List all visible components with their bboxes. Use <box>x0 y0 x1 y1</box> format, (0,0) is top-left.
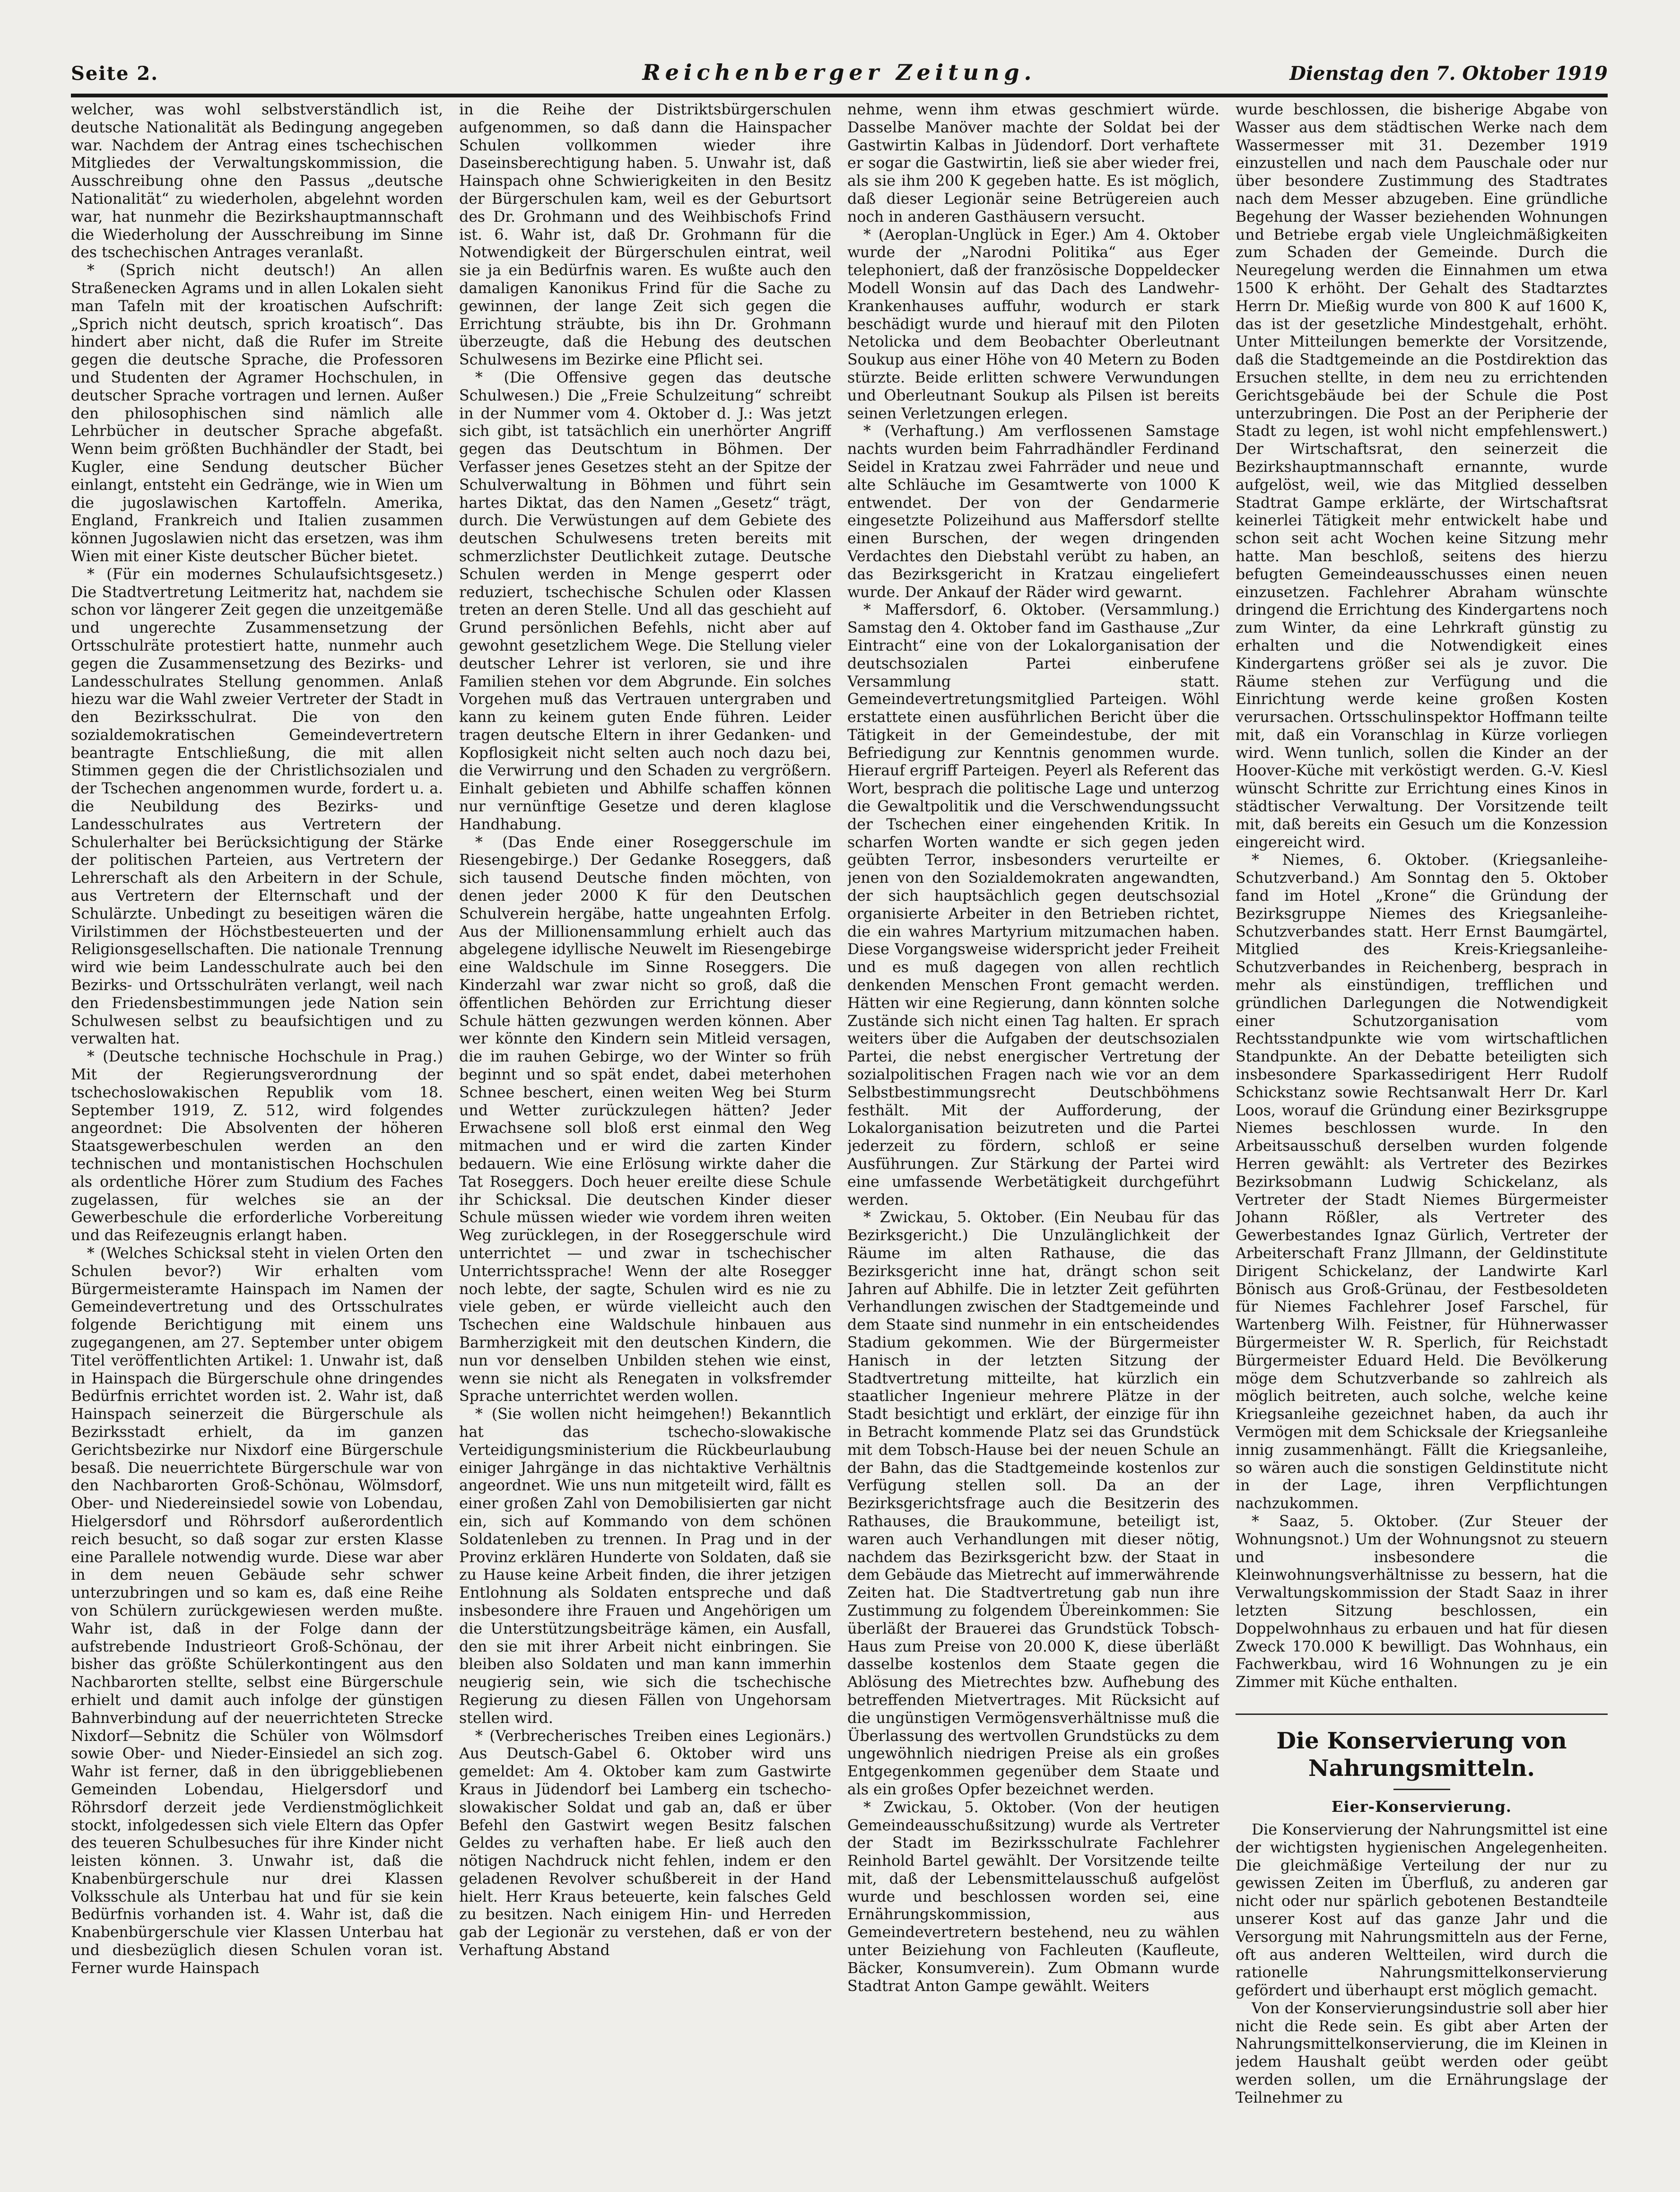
news-item: * Saaz, 5. Oktober. (Zur Steuer der Wohnungsnot.) Um der Wohnungsnot zu steuern und insbesondere die Kleinwohnungsverhältnisse zu bessern, hat die Verwaltungskommission der Stadt Saaz in ihrer letzten Sitzung beschlossen, ein Doppelwohnhaus zu erbauen und hat für diesen Zweck 170.000 K bewilligt. Das Wohnhaus, ein Fachwerkbau, wird 16 Wohnungen zu je ein Zimmer mit Küche enthalten. <box>1236 1513 1608 1691</box>
news-item: * (Verbrecherisches Treiben eines Legionärs.) Aus Deutsch-Gabel 6. Oktober wird uns gemeldet: Am 4. Oktober kam zum Gastwirte Kraus in Jüdendorf bei Lamberg ein tschecho-slowakischer Soldat und gab an, daß er über Befehl den Gastwirt wegen Besitz falschen Geldes zu verhaften habe. Er ließ auch den nötigen Nachdruck nicht fehlen, indem er den geladenen Revolver schußbereit in der Hand hielt. Herr Kraus beteuerte, kein falsches Geld zu besitzen. Nach einigem Hin- und Herreden gab der Legionär zu verstehen, daß er von der Verhaftung Abstand <box>459 1727 831 1959</box>
news-item: * (Das Ende einer Roseggerschule im Riesengebirge.) Der Gedanke Roseggers, daß sich tausend Deutsche finden möchten, von denen jeder 2000 K für den Deutschen Schulverein hergäbe, hatte ungeahnten Erfolg. Aus der Millionensammlung erhielt auch das abgelegene idyllische Neuwelt im Riesengebirge eine Waldschule im Sinne Roseggers. Die Kinderzahl war zwar nicht so groß, daß die öffentlichen Behörden zur Errichtung dieser Schule hätten gezwungen werden können. Aber wer könnte den Kindern sein Mitleid versagen, die im rauhen Gebirge, wo der Winter so früh beginnt und so spät endet, dabei meterhohen Schnee beschert, einen weiten Weg bei Sturm und Wetter zurückzulegen hätten? Jeder Erwachsene soll bloß erst einmal den Weg mitmachen und er wird die zarten Kinder bedauern. Wie eine Erlösung wirkte daher die Tat Roseggers. Doch heuer ereilte diese Schule ihr Schicksal. Die deutschen Kinder dieser Schule müssen wieder wie vordem ihren weiten Weg zurücklegen, in der Roseggerschule wird unterrichtet — und zwar in tschechischer Unterrichtssprache! Wenn der alte Rosegger noch lebte, der sagte, Schulen wird es nie zu viele geben, er würde vielleicht auch den Tschechen eine Waldschule hinbauen aus Barmherzigkeit mit den deutschen Kindern, die nun vor denselben Unbilden stehen wie einst, wenn sie nicht als Renegaten in volksfremder Sprache unterrichtet werden wollen. <box>459 834 831 1405</box>
news-item: * (Welches Schicksal steht in vielen Orten den Schulen bevor?) Wir erhalten vom Bürgermeisteramte Hainspach im Namen der Gemeindevertretung und des Ortsschulrates folgende Berichtigung mit einem uns zugegangenen, am 27. September unter obigem Titel veröffentlichten Artikel: 1. Unwahr ist, daß in Hainspach die Bürgerschule ohne dringendes Bedürfnis errichtet worden ist. 2. Wahr ist, daß Hainspach seinerzeit die Bürgerschule als Bezirksstadt erhielt, da im ganzen Gerichtsbezirke nur Nixdorf eine Bürgerschule besaß. Die neuerrichtete Bürgerschule war von den Nachbarorten Groß-Schönau, Wölmsdorf, Ober- und Niedereinsiedel sowie von Lobendau, Hielgersdorf und Röhrsdorf außerordentlich reich besucht, so daß sogar zur ersten Klasse eine Parallele notwendig wurde. Diese war aber in dem neuen Gebäude sehr schwer unterzubringen und so kam es, daß eine Reihe von Schülern zurückgewiesen werden mußte. Wahr ist, daß in der Folge dann der aufstrebende Industrieort Groß-Schönau, der bisher das größte Schülerkontingent aus den Nachbarorten stellte, selbst eine Bürgerschule erhielt und damit auch infolge der günstigen Bahnverbindung auf der neuerrichteten Strecke Nixdorf—Sebnitz die Schüler von Wölmsdorf sowie Ober- und Nieder-Einsiedel an sich zog. Wahr ist ferner, daß in den übriggebliebenen Gemeinden Lobendau, Hielgersdorf und Röhrsdorf derzeit jede Verdienstmöglichkeit stockt, infolgedessen sich viele Eltern das Opfer des teueren Schulbesuches für ihre Kinder nicht leisten können. 3. Unwahr ist, daß die Knabenbürgerschule nur drei Klassen Volksschule als Unterbau hat und für sie kein Bedürfnis vorhanden ist. 4. Wahr ist, daß die Knabenbürgerschule vier Klassen Unterbau hat und diesbezüglich diesen Schulen voran ist. Ferner wurde Hainspach <box>71 1245 443 1977</box>
news-item: * Zwickau, 5. Oktober. (Ein Neubau für das Bezirksgericht.) Die Unzulänglichkeit der Räume im alten Rathause, die das Bezirksgericht inne hat, drängt schon seit Jahren auf Abhilfe. Die in letzter Zeit geführten Verhandlungen zwischen der Stadtgemeinde und dem Staate sind nunmehr in ein entscheidendes Stadium gekommen. Wie der Bürgermeister Hanisch in der letzten Sitzung der Stadtvertretung mitteilte, hat kürzlich ein staatlicher Ingenieur mehrere Plätze in der Stadt besichtigt und erklärt, der einzige für ihn in Betracht kommende Platz sei das Grundstück mit dem Tobsch-Hause bei der neuen Schule an der Bahn, das die Stadtgemeinde kostenlos zur Verfügung stellen soll. Da an der Bezirksgerichtsfrage auch die Besitzerin des Rathauses, die Braukommune, beteiligt ist, waren auch Verhandlungen mit dieser nötig, nachdem das Bezirksgericht bzw. der Staat in dem Gebäude das Mietrecht auf immerwährende Zeiten hat. Die Stadtvertretung gab nun ihre Zustimmung zu folgendem Übereinkommen: Sie überläßt der Brauerei das Grundstück Tobsch-Haus zum Preise von 20.000 K, diese überläßt dasselbe kostenlos dem Staate gegen die Ablösung des Mietrechtes bzw. Aufhebung des betreffenden Mietvertrages. Mit Rücksicht auf die ungünstigen Vermögensverhältnisse muß die Überlassung des wertvollen Grundstücks zu dem ungewöhnlich niedrigen Preise als ein großes Entgegenkommen gegenüber dem Staate und als ein großes Opfer bezeichnet werden. <box>847 1209 1219 1798</box>
news-item: * (Die Offensive gegen das deutsche Schulwesen.) Die „Freie Schulzeitung“ schreibt in der Nummer vom 4. Oktober d. J.: Was jetzt sich gibt, ist tatsächlich ein unerhörter Angriff gegen das Deutschtum in Böhmen. Der Verfasser jenes Gesetzes steht an der Spitze der Schulverwaltung in Böhmen und führt sein hartes Diktat, das den Namen „Gesetz“ trägt, durch. Die Verwüstungen auf dem Gebiete des deutschen Schulwesens treten bereits mit schmerzlichster Deutlichkeit zutage. Deutsche Schulen werden in Menge gesperrt oder reduziert, tschechische Schulen oder Klassen treten an deren Stelle. Und all das geschieht auf Grund persönlichen Befehls, nicht aber auf gewohnt gesetzlichem Wege. Die Stellung vieler deutscher Lehrer ist verloren, sie und ihre Familien stehen vor dem Abgrunde. Ein solches Vorgehen muß das Vertrauen untergraben und kann zu keinem guten Ende führen. Leider tragen deutsche Eltern in ihrer Gedanken- und Kopflosigkeit nicht selten auch noch dazu bei, die Verwirrung und den Schaden zu vergrößern. Einhalt gebieten und Abhilfe schaffen können nur vernünftige Gesetze und deren klaglose Handhabung. <box>459 369 831 833</box>
article-paragraph: Von der Konservierungsindustrie soll aber hier nicht die Rede sein. Es gibt aber Arten der Nahrungsmittelkonservierung, die im Kleinen in jedem Haushalt geübt werden oder geübt werden sollen, um die Ernährungslage der Teilnehmer zu <box>1236 2000 1608 2106</box>
article-paragraph: Die Konservierung der Nahrungsmittel ist eine der wichtigsten hygienischen Angelegenheiten. Die gleichmäßige Verteilung der nur zu gewissen Zeiten im Überfluß, zu anderen gar nicht oder nur spärlich gebotenen Bestandteile unserer Kost auf das ganze Jahr und die Versorgung mit Nahrungsmitteln aus der Ferne, oft aus anderen Weltteilen, wird durch die rationelle Nahrungsmittelkonservierung gefördert und überhaupt erst möglich gemacht. <box>1236 1821 1608 2000</box>
masthead <box>71 62 1608 95</box>
column-4 <box>1236 101 1608 2177</box>
news-item: nehme, wenn ihm etwas geschmiert würde. Dasselbe Manöver machte der Soldat bei der Gastwirtin Kalbas in Jüdendorf. Dort verhaftete er sogar die Gastwirtin, ließ sie aber wieder frei, als sie ihm 200 K gegeben hatte. Es ist möglich, daß dieser Legionär seine Betrügereien auch noch in anderen Gasthäusern versucht. <box>847 101 1219 226</box>
news-item: * Zwickau, 5. Oktober. (Von der heutigen Gemeindeausschußsitzung) wurde als Vertreter der Stadt im Bezirksschulrate Fachlehrer Reinhold Bartel gewählt. Der Vorsitzende teilte mit, daß der Lebensmittelausschuß aufgelöst wurde und beschlossen worden sei, eine Ernährungskommission, aus Gemeindevertretern bestehend, neu zu wählen unter Beiziehung von Fachleuten (Kaufleute, Bäcker, Konsumverein). Zum Obmann wurde Stadtrat Anton Gampe gewählt. Weiters <box>847 1799 1219 1995</box>
newspaper-title: Reichenberger Zeitung. <box>642 60 1036 85</box>
page-number: Seite 2. <box>71 62 159 85</box>
column-2 <box>459 101 831 2177</box>
article-subheadline: Eier-Konservierung. <box>1331 1797 1512 1816</box>
column-1 <box>71 101 443 2177</box>
masthead-rule <box>71 94 1608 97</box>
news-item: wurde beschlossen, die bisherige Abgabe von Wasser aus dem städtischen Werke nach dem Wassermesser mit 31. Dezember 1919 einzustellen und nach dem Pauschale oder nur über besondere Zustimmung des Stadtrates nach dem Messer abzugeben. Eine gründliche Begehung der Wasser beziehenden Wohnungen und Betriebe ergab viele Ungleichmäßigkeiten zum Schaden der Gemeinde. Durch die Neuregelung werden die Einnahmen um etwa 1500 K erhöht. Der Gehalt des Stadtarztes Herrn Dr. Mießig wurde von 800 K auf 1600 K, das ist der gesetzliche Mindestgehalt, erhöht. Unter Mitteilungen bemerkte der Vorsitzende, daß die Stadtgemeinde an die Postdirektion das Ersuchen stellte, in dem neu zu errichtenden Gerichtsgebäude bei der Schule die Post unterzubringen. Die Post an der Peripherie der Stadt zu legen, ist wohl nicht empfehlenswert.) Der Wirtschaftsrat, den seinerzeit die Bezirkshauptmannschaft ernannte, wurde aufgelöst, weil, wie das Mitglied desselben Stadtrat Gampe erklärte, der Wirtschaftsrat keinerlei Tätigkeit mehr entwickelt habe und schon seit acht Wochen keine Sitzung mehr hatte. Man beschloß, seitens des hierzu befugten Gemeindeausschusses einen neuen einzusetzen. Fachlehrer Abraham wünschte dringend die Errichtung des Kindergartens noch zum Winter, da eine Lehrkraft günstig zu erhalten und die Notwendigkeit eines Kindergartens größer sei als je zuvor. Die Räume stehen zur Verfügung und die Einrichtung werde keine großen Kosten verursachen. Ortsschulinspektor Hoffmann teilte mit, daß ein Voranschlag in Kürze vorliegen wird. Wenn tunlich, sollen die Kinder an der Hoover-Küche mit verköstigt werden. G.-V. Kiesl wünscht Schritte zur Errichtung eines Kinos in städtischer Verwaltung. Der Vorsitzende teilt mit, daß bereits ein Gesuch um die Konzession eingereicht wird. <box>1236 101 1608 851</box>
news-item: * (Verhaftung.) Am verflossenen Samstage nachts wurden beim Fahrradhändler Ferdinand Seidel in Kratzau zwei Fahrräder und neue und alte Schläuche im Gesamtwerte von 1000 K entwendet. Der von der Gendarmerie eingesetzte Polizeihund aus Maffersdorf stellte einen Burschen, der wegen dringenden Verdachtes den Diebstahl verübt zu haben, an das Bezirksgericht in Kratzau eingeliefert wurde. Der Ankauf der Räder wird gewarnt. <box>847 423 1219 601</box>
article-headline: Die Konservierung von Nahrungsmitteln. <box>1236 1714 1608 1782</box>
news-item: * Niemes, 6. Oktober. (Kriegsanleihe-Schutzverband.) Am Sonntag den 5. Oktober fand im Hotel „Krone“ die Gründung der Bezirksgruppe Niemes des Kriegsanleihe-Schutzverbandes statt. Herr Ernst Baumgärtel, Mitglied des Kreis-Kriegsanleihe-Schutzverbandes in Reichenberg, besprach in mehr als einstündigen, trefflichen und gründlichen Darlegungen die Notwendigkeit einer Schutzorganisation vom Rechtsstandpunkte wie vom wirtschaftlichen Standpunkte. An der Debatte beteiligten sich insbesondere Sparkassedirigent Herr Rudolf Schickstanz sowie Rechtsanwalt Herr Dr. Karl Loos, worauf die Gründung einer Bezirksgruppe Niemes beschlossen wurde. In den Arbeitsausschuß derselben wurden folgende Herren gewählt: als Vertreter des Bezirkes Bezirksobmann Ludwig Schickelanz, als Vertreter der Stadt Niemes Bürgermeister Johann Rößler, als Vertreter des Gewerbestandes Ignaz Gürlich, Vertreter der Arbeiterschaft Franz Jllmann, der Geldinstitute Dirigent Schickelanz, der Landwirte Karl Bönisch aus Groß-Grünau, der Festbesoldeten für Niemes Fachlehrer Josef Farschel, für Wartenberg Wilh. Feistner, für Hühnerwasser Bürgermeister W. R. Sperlich, für Reichstadt Bürgermeister Eduard Held. Die Bevölkerung möge dem Schutzverbande so zahlreich als möglich beitreten, auch solche, welche keine Kriegsanleihe gezeichnet haben, da auch ihr Vermögen mit dem Schicksale der Kriegsanleihe innig zusammenhängt. Fällt die Kriegsanleihe, so wären auch die sonstigen Geldinstitute nicht in der Lage, ihren Verpflichtungen nachzukommen. <box>1236 852 1608 1513</box>
column-3 <box>847 101 1219 2177</box>
news-item: * (Sie wollen nicht heimgehen!) Bekanntlich hat das tschecho-slowakische Verteidigungsministerium die Rückbeurlaubung einiger Jahrgänge in das nichtaktive Verhältnis angeordnet. Wie uns nun mitgeteilt wird, fällt es einer großen Zahl von Demobilisierten gar nicht ein, sich auf Kommando von dem schönen Soldatenleben zu trennen. In Prag und in der Provinz erklären Hunderte von Soldaten, daß sie zu Hause keine Arbeit finden, die ihrer jetzigen Entlohnung als Soldaten entspreche und daß insbesondere ihre Frauen und Angehörigen um die Unterstützungsbeiträge kämen, ein Ausfall, den sie mit ihrer Arbeit nicht einbringen. Sie bleiben also Soldaten und man kann immerhin neugierig sein, wie sich die tschechische Regierung zu diesen Fällen von Ungehorsam stellen wird. <box>459 1406 831 1727</box>
headline-rule <box>1393 1789 1450 1790</box>
news-item: * (Deutsche technische Hochschule in Prag.) Mit der Regierungsverordnung der tschechoslowakischen Republik vom 18. September 1919, Z. 512, wird folgendes angeordnet: Die Absolventen der höheren Staatsgewerbeschulen werden an den technischen und montanistischen Hochschulen als ordentliche Hörer zum Studium des Faches zugelassen, für welches sie an der Gewerbeschule die erforderliche Vorbereitung und das Reifezeugnis erlangt haben. <box>71 1048 443 1244</box>
news-item: * (Sprich nicht deutsch!) An allen Straßenecken Agrams und in allen Lokalen sieht man Tafeln mit der kroatischen Aufschrift: „Sprich nicht deutsch, sprich kroatisch“. Das hindert aber nicht, daß die Rufer im Streite gegen die deutsche Sprache, die Professoren und Studenten der Agramer Hochschulen, in deutscher Sprache vortragen und lernen. Außer den philosophischen sind nämlich alle Lehrbücher in deutscher Sprache abgefaßt. Wenn beim größten Buchhändler der Stadt, bei Kugler, eine Sendung deutscher Bücher einlangt, entsteht ein Gedränge, wie in Wien um die jugoslawischen Kartoffeln. Amerika, England, Frankreich und Italien zusammen können Jugoslawien nicht das ersetzen, was ihm Wien mit einer Kiste deutscher Bücher bietet. <box>71 262 443 565</box>
news-item: * (Aeroplan-Unglück in Eger.) Am 4. Oktober wurde der „Narodni Politika“ aus Eger telephoniert, daß der französische Doppeldecker Modell Wonsin auf das Dach des Landwehr-Krankenhauses auffuhr, wodurch er stark beschädigt wurde und hierauf mit den Piloten Netolicka und dem Beobachter Oberleutnant Soukup aus einer Höhe von 40 Metern zu Boden stürzte. Beide erlitten schwere Verwundungen und Oberleutnant Soukup als Pilsen ist bereits seinen Verletzungen erlegen. <box>847 226 1219 422</box>
news-item: * (Für ein modernes Schulaufsichtsgesetz.) Die Stadtvertretung Leitmeritz hat, nachdem sie schon vor längerer Zeit gegen die unzeitgemäße und ungerechte Zusammensetzung der Ortsschulräte protestiert hatte, nunmehr auch gegen die Zusammensetzung des Bezirks- und Landesschulrates Stellung genommen. Anlaß hiezu war die Wahl zweier Vertreter der Stadt in den Bezirksschulrat. Die von den sozialdemokratischen Gemeindevertretern beantragte Entschließung, die mit allen Stimmen gegen die der Christlichsozialen und der Tschechen angenommen wurde, fordert u. a. die Neubildung des Bezirks- und Landesschulrates aus Vertretern der Schulerhalter bei Berücksichtigung der Stärke der politischen Parteien, aus Vertretern der Lehrerschaft als den Arbeitern in der Schule, aus Vertretern der Elternschaft und der Schulärzte. Unbedingt zu beseitigen wären die Virilstimmen der Höchstbesteuerten und der Religionsgesellschaften. Die nationale Trennung wird wie beim Landesschulrate auch bei den Bezirks- und Ortsschulräten verlangt, weil nach den Friedensbestimmungen jede Nation sein Schulwesen selbst zu beaufsichtigen und zu verwalten hat. <box>71 565 443 1048</box>
issue-date: Dienstag den 7. Oktober 1919 <box>1289 62 1608 85</box>
news-item: welcher, was wohl selbstverständlich ist, deutsche Nationalität als Bedingung angegeben war. Nachdem der Antrag eines tschechischen Mitgliedes der Verwaltungskommission, die Ausschreibung ohne den Passus „deutsche Nationalität“ zu wiederholen, abgelehnt worden war, hat nunmehr die Bezirkshauptmannschaft die Wiederholung der Ausschreibung im Sinne des tschechischen Antrages veranlaßt. <box>71 101 443 261</box>
news-item: in die Reihe der Distriktsbürgerschulen aufgenommen, so daß dann die Hainspacher Schulen vollkommen wieder ihre Daseinsberechtigung haben. 5. Unwahr ist, daß Hainspach ohne Schwierigkeiten in den Besitz der Bürgerschulen kam, weil es der Geburtsort des Dr. Grohmann und des Weihbischofs Frind ist. 6. Wahr ist, daß Dr. Grohmann für die Notwendigkeit der Bürgerschulen eintrat, weil sie ja ein Bedürfnis waren. Es wußte auch den damaligen Kanonikus Frind für die Sache zu gewinnen, der lange Zeit sich gegen die Errichtung sträubte, bis ihn Dr. Grohmann überzeugte, daß die Hebung des deutschen Schulwesens im Bezirke eine Pflicht sei. <box>459 101 831 369</box>
text-columns <box>71 101 1608 2177</box>
news-item: * Maffersdorf, 6. Oktober. (Versammlung.) Samstag den 4. Oktober fand im Gasthause „Zur Eintracht“ eine von der Lokalorganisation der deutschsozialen Partei einberufene Versammlung statt. Gemeindevertretungsmitglied Parteigen. Wöhl erstattete einen ausführlichen Bericht über die Tätigkeit in der Gemeindestube, der mit Befriedigung zur Kenntnis genommen wurde. Hierauf ergriff Parteigen. Peyerl als Referent das Wort, besprach die politische Lage und unterzog die Gewaltpolitik und die Verschwendungssucht der Tschechen einer eingehenden Kritik. In scharfen Worten wandte er sich gegen jeden geübten Terror, insbesonders verurteilte er jenen von den Sozialdemokraten angewandten, der sich hauptsächlich gegen deutschsozial organisierte Arbeiter in den Betrieben richtet, die ein wahres Martyrium mitzumachen haben. Diese Vorgangsweise widerspricht jeder Freiheit und es muß dagegen von allen rechtlich denkenden Menschen Front gemacht werden. Hätten wir eine Regierung, dann könnten solche Zustände sich nicht einen Tag halten. Er sprach weiters über die Aufgaben der deutschsozialen Partei, die nebst energischer Vertretung der sozialpolitischen Fragen nach wie vor an dem Selbstbestimmungsrecht Deutschböhmens festhält. Mit der Aufforderung, der Lokalorganisation beizutreten und die Partei jederzeit zu fördern, schloß er seine Ausführungen. Zur Stärkung der Partei wird eine umfassende Werbetätigkeit durchgeführt werden. <box>847 601 1219 1209</box>
